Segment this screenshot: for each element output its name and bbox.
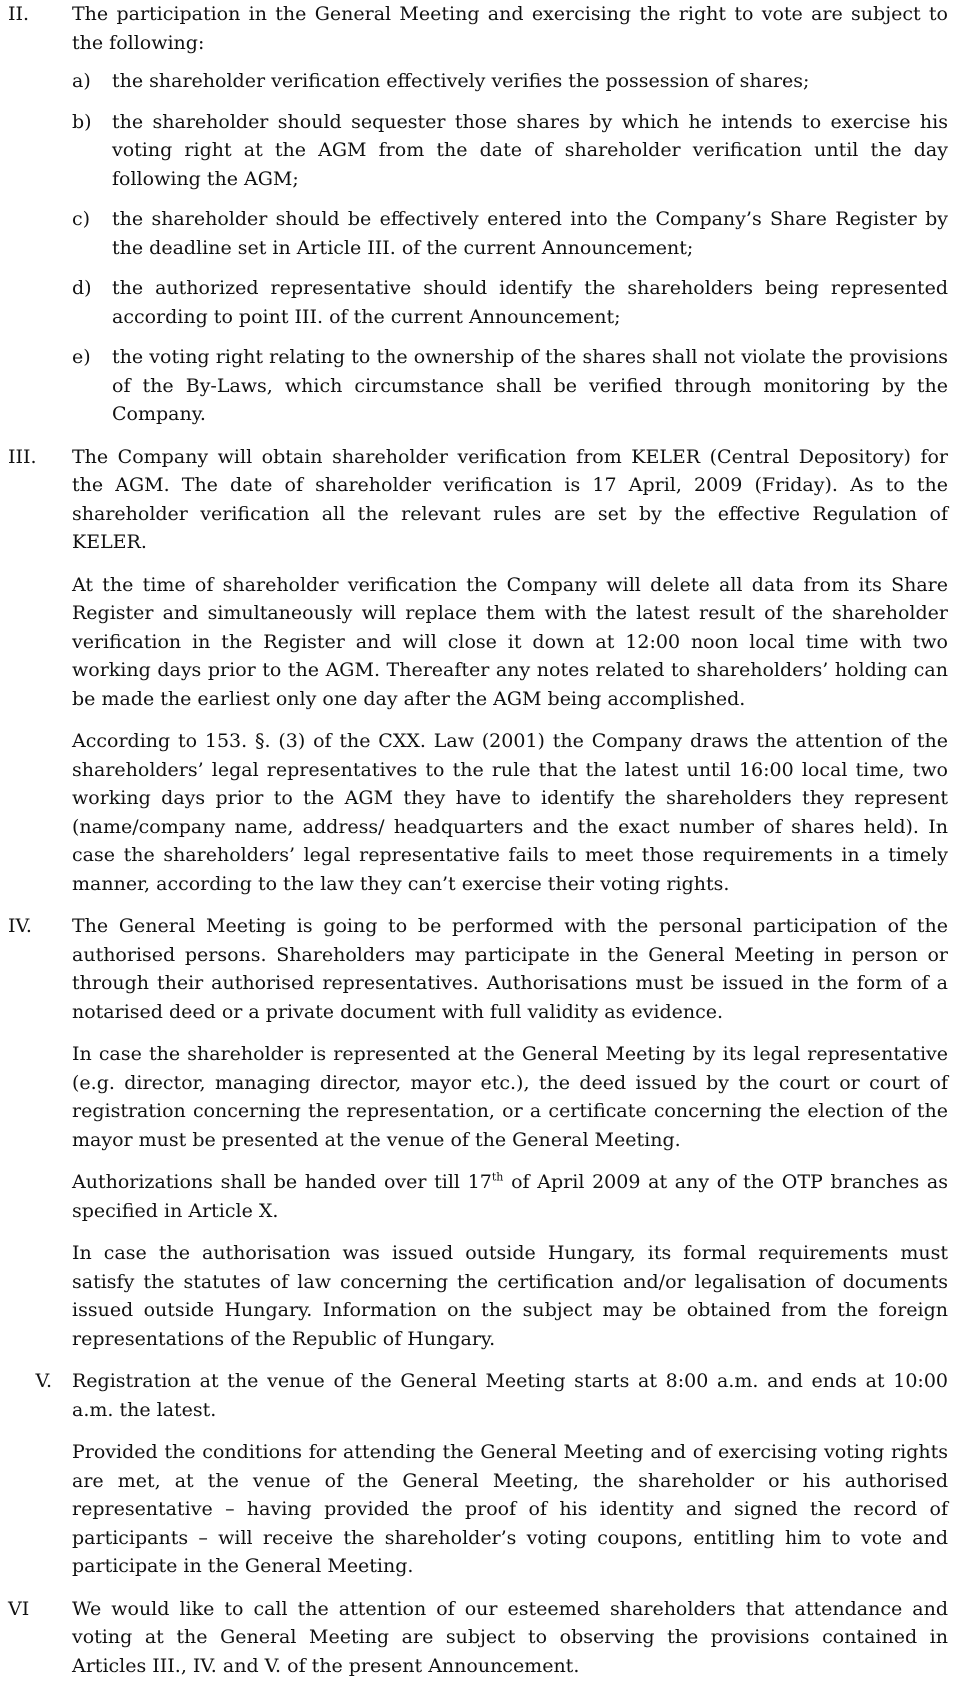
list-item xyxy=(72,205,948,262)
section-body xyxy=(72,912,948,1353)
section-number: V. xyxy=(35,1370,52,1392)
paragraph: The Company will obtain shareholder verification from KELER (Central Depository) for the AGM. The date of shareholder verification is 17 April, 2009 (Friday). As to the shareholder verification all the relevant rules are set by the effective Regulation of KELER. xyxy=(72,445,948,553)
section-ii xyxy=(8,0,948,429)
list-letter: e) xyxy=(72,346,91,368)
paragraph: At the time of shareholder verification the Company will delete all data from its Share Register and simultaneously will replace them with the latest result of the shareholder verification in the Register and will close it down at 12:00 noon local time with two working days prior to the AGM. Thereafter any notes related to shareholders’ holding can be made the earliest only one day after the AGM being accomplished. xyxy=(72,573,948,710)
paragraph: We would like to call the attention of our esteemed shareholders that attendance and voting at the General Meeting are subject to observing the provisions contained in Articles III., IV. and V. of the present Announcement. xyxy=(72,1597,948,1677)
section-iii xyxy=(8,443,948,899)
paragraph: In case the shareholder is represented at the General Meeting by its legal representative (e.g. director, managing director, mayor etc.), the deed issued by the court or court of registration concerning the representation, or a certificate concerning the election of the mayor must be presented at the venue of the General Meeting. xyxy=(72,1043,948,1151)
list-item xyxy=(72,108,948,194)
list-item-text: the shareholder should sequester those shares by which he intends to exercise his voting right at the AGM from the date of shareholder verification until the day following the AGM; xyxy=(112,110,948,190)
list-item-text: the authorized representative should identify the shareholders being represented according to point III. of the current Announcement; xyxy=(112,277,948,328)
list-item xyxy=(72,67,948,96)
section-body xyxy=(72,443,948,899)
list-letter: b) xyxy=(72,110,92,133)
list-item-text: the shareholder verification effectively verifies the possession of shares; xyxy=(112,70,810,92)
section-body xyxy=(72,0,948,429)
paragraph: Provided the conditions for attending the General Meeting and of exercising voting rights are met, at the venue of the General Meeting, the shareholder or his authorised representative – having provided the proof of his identity and signed the record of participants – will receive the shareholder’s voting coupons, entitling him to vote and participate in the General Meeting. xyxy=(72,1441,948,1577)
section-body xyxy=(72,1595,948,1681)
paragraph-text: of April 2009 at any of the OTP branches as specified in Article X. xyxy=(72,1171,948,1222)
section-v xyxy=(8,1367,948,1581)
paragraph: The participation in the General Meeting and exercising the right to vote are subject to the following: xyxy=(72,3,948,54)
list-item-text: the shareholder should be effectively entered into the Company’s Share Register by the deadline set in Article III. of the current Announcement; xyxy=(112,208,948,259)
authorization-paragraph xyxy=(72,1168,948,1225)
paragraph: According to 153. §. (3) of the CXX. Law (2001) the Company draws the attention of the shareholders’ legal representatives to the rule that the latest until 16:00 local time, two working days prior to the AGM they have to identify the shareholders they represent (name/company name, address/ headquarters and the exact number of shares held). In case the shareholders’ legal representative fails to meet those requirements in a timely manner, according to the law they can’t exercise their voting rights. xyxy=(72,730,948,895)
paragraph: The General Meeting is going to be performed with the personal participation of the authorised persons. Shareholders may participate in the General Meeting in person or through their authorised representatives. Authorisations must be issued in the form of a notarised deed or a private document with full validity as evidence. xyxy=(72,915,948,1023)
list-item xyxy=(72,343,948,429)
paragraph-text: Authorizations shall be handed over till 17 xyxy=(72,1171,492,1193)
list-item xyxy=(72,274,948,331)
list-letter: c) xyxy=(72,208,91,230)
paragraph: In case the authorisation was issued outside Hungary, its formal requirements must satisfy the statutes of law concerning the certification and/or legalisation of documents issued outside Hungary. Information on the subject may be obtained from the foreign representations of the Republic of Hungary. xyxy=(72,1242,948,1350)
list-letter: d) xyxy=(72,277,92,299)
section-number: II. xyxy=(8,3,30,25)
section-number: VI xyxy=(8,1597,30,1620)
list-item-text: the voting right relating to the ownership of the shares shall not violate the provisions of the By-Laws, which circumstance shall be verified through monitoring by the Company. xyxy=(112,346,948,425)
section-number: IV. xyxy=(8,915,32,937)
section-vi xyxy=(8,1595,948,1681)
section-number: III. xyxy=(8,445,37,468)
ordinal-suffix: th xyxy=(491,1170,504,1184)
section-iv xyxy=(8,912,948,1353)
paragraph: Registration at the venue of the General Meeting starts at 8:00 a.m. and ends at 10:00 a.m. the latest. xyxy=(72,1370,948,1421)
list-letter: a) xyxy=(72,70,91,92)
section-body xyxy=(72,1367,948,1581)
conditions-list xyxy=(72,67,948,429)
